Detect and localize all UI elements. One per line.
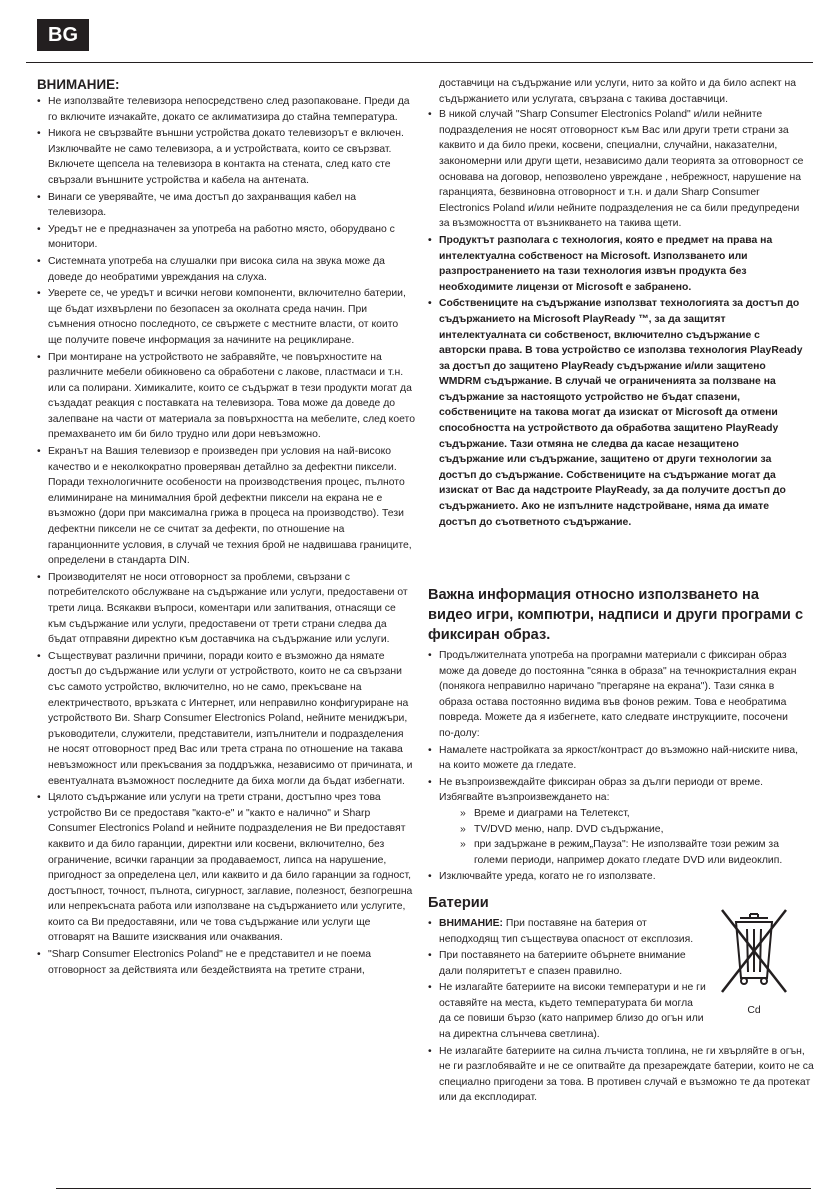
list-item: • Намалете настройката за яркост/контраст до възможно най-ниските нива, на които можете да гледате. (428, 743, 804, 774)
battery-warning-item (428, 916, 707, 947)
right-column-upper (428, 76, 804, 531)
list-item: • В никой случай "Sharp Consumer Electronics Poland" и/или нейните подразделения не носят отговорност към Вас или други трети страни за каквито и да било преки, косвени, специални, случайни, наказателни, закономерни или други щети, независимо дали теорията за отговорност се основава на договор, непозволено увреждане , небрежност, нарушение на гаранцията, безвиновна отговорност и т.н. и дали Sharp Consumer Electronics Poland и/или нейните подразделения не са били предупредени за възможността от възникването на такива щети. (428, 107, 804, 232)
list-item: • Не излагайте батериите на силна лъчиста топлина, не ги хвърляйте в огън, не ги разглобявайте и не се опитвайте да презареждате батерии, които не са специално пригодени за това. В противен случай е възможно те да протекат или да експлодират. (428, 1044, 815, 1106)
still-image-list (428, 648, 804, 885)
list-item-text: Не възпроизвеждайте фиксиран образ за дълги периоди от време. Избягвайте възпроизвеждането на: (439, 776, 764, 804)
warning-heading: ВНИМАНИЕ: (37, 77, 120, 92)
list-item: • Уверете се, че уредът и всички негови компоненти, включително батерии, ще бъдат изхвърлени по безопасен за околната среда начин. При съмнения относно последното, се свържете с местните власти, от които ще получите повече информация за начините на рециклиране. (37, 286, 415, 348)
list-item: • Цялото съдържание или услуги на трети страни, достъпно чрез това устройство Ви се предоставя "както-е" и "както е налично" и Sharp Consumer Electronics Poland и нейните подразделения не Ви предоставят каквито и да било гаранции, директни или косвени, включително, без ограничение, всички гаранции за продаваемост, липса на нарушение, пригодност за определена цел, или каквито и да било гаранции за годност, достъпност, точност, пълнота, сигурност, заглавие, полезност, безпогрешна или непрекъсната работа или използване на съдържанието или услугите, които са Ви предоставяни, или че това съдържание или услуги ще отговарят на Вашите изисквания или очаквания. (37, 790, 415, 946)
battery-warning-label: ВНИМАНИЕ: (439, 917, 503, 929)
continued-paragraph: доставчици на съдържание или услуги, нито за който и да било аспект на съдържанието или услугата, свързана с такива доставчици. (439, 78, 797, 105)
list-item: • Екранът на Вашия телевизор е произведен при условия на най-високо качество и е неколкократно проверяван детайлно за дефектни пиксели. Поради технологичните особености на производствения процес, пълното елиминиране на минималния брой дефектни пиксели на екрана не е възможно (дори при максимална грижа в процеса на производство). Тези дефектни пиксели не се считат за дефекти, по отношение на гаранционните условия, в случай че техния брой не надвишава границите, определени в стандарта DIN. (37, 444, 415, 569)
list-item: • Не излагайте батериите на високи температури и не ги оставяйте на места, където температурата би могла да се повиши бързо (като например близо до огън или на директна слънчева светлина). (428, 980, 707, 1042)
language-badge: BG (37, 19, 89, 51)
list-item: • Не използвайте телевизора непосредствено след разопаковане. Преди да го включите изчакайте, докато се аклиматизира до стайна температура. (37, 94, 415, 125)
list-item: • Продължителната употреба на програмни материали с фиксиран образ може да доведе до постоянна "сянка в образа" на течнокристалния екран (понякога неправилно наричано "прегаряне на екрана"). Тази сянка в образа остава постоянно видима във фонов режим. Това е необратима повреда. Можете да я избегнете, като следвате инструкциите, посочени по-долу: (428, 648, 804, 742)
sub-list-item: » при задържане в режим„Пауза": Не използвайте този режим за големи периоди, например докато гледате DVD или видеоклип. (460, 837, 804, 868)
list-item: • "Sharp Consumer Electronics Poland" не е представител и не поема отговорност за действията или бездействията на третите страни, (37, 947, 415, 978)
sub-list (439, 806, 804, 868)
cd-label: Cd (747, 1005, 761, 1016)
list-item: • При поставянето на батериите обърнете внимание дали поляритетът е спазен правилно. (428, 948, 707, 979)
list-item: • При монтиране на устройството не забравяйте, че повърхностите на различните мебели обикновено са обработени с лакове, пластмаси и т.н. или са полирани. Химикалите, които се съдържат в тези продукти могат да създадат реакция с поставката на телевизора. Това може да доведе до залепване на части от материала за повърхността на мебелите, след което премахването им би било трудно или дори невъзможно. (37, 350, 415, 444)
list-item: • Винаги се уверявайте, че има достъп до захранващия кабел на телевизора. (37, 190, 415, 221)
header-divider (26, 62, 813, 63)
list-item: • Съществуват различни причини, поради които е възможно да нямате достъп до съдържание или услуги от устройството, които не са свързани със самото устройство, включително, но не само, прекъсване на електричеството, връзката с Интернет, или неправилно конфигуриране на устройството Ви. Sharp Consumer Electronics Poland, нейните мениджъри, ръководители, служители, представители, изпълнители и подразделения не носят отговорност пред Вас или трета страна по отношение на такава невъзможност или прекъсвания за поддръжка, независимо от причината, и евентуалната възможност последните да биха могли да бъдат избегнати. (37, 649, 415, 789)
still-image-heading: Важна информация относно използването на видео игри, компютри, надписи и други програми с фиксиран образ. (428, 587, 804, 643)
crossed-bin-symbol (708, 904, 800, 1016)
right-column-lower (428, 577, 814, 1107)
list-item: • Уредът не е предназначен за употреба на работно място, оборудвано с монитори. (37, 222, 415, 253)
playready-item: • Собствениците на съдържание използват технологията за достъп до съдържанието на Microsoft PlayReady ™, за да защитят интелектуалната си собственост, включително съдържание с авторски права. В това устройство се използва технология PlayReady за достъп до защитено PlayReady съдържание и/или защитено WMDRM съдържание. В случай че ограниченията за ползване на съдържание за настоящото устройство не бъдат спазени, собствениците на такова могат да изискат от Microsoft да отмени способността на устройството да обработва защитено PlayReady съдържание. Тази отмяна не следва да касае незащитено съдържание или съдържание, защитено от други технологии за достъп до съдържание. Собствениците на съдържание могат да изискат от Вас да надстроите PlayReady, за да получите достъп до съдържанието. Ако не изпълните надстройване, няма да имате достъп до съответното съдържание. (428, 296, 804, 530)
batteries-heading: Батерии (428, 894, 489, 911)
warning-list (37, 94, 415, 978)
sub-list-item: » Време и диаграми на Телетекст, (460, 806, 804, 822)
crossed-bin-icon (714, 904, 794, 1000)
left-column (37, 76, 415, 979)
list-item (428, 775, 804, 869)
battery-warning-text: При поставяне на батерия от неподходящ тип съществува опасност от експлозия. (439, 917, 694, 945)
list-item: • Изключвайте уреда, когато не го използвате. (428, 869, 804, 885)
microsoft-ip-item: • Продуктът разполага с технология, която е предмет на права на интелектуална собственост на Microsoft. Използването или разпространението на тази технология извън продукта без необходимите лицензи от Microsoft е забранено. (428, 233, 804, 295)
list-item: • Никога не свързвайте външни устройства докато телевизорът е включен. Изключвайте не само телевизора, а и устройствата, които се свързват. Включете щепсела на телевизора в контакта на стената, след като сте свързали външните устройства и кабела на антената. (37, 126, 415, 188)
liability-list (428, 107, 804, 530)
sub-list-item: » TV/DVD меню, напр. DVD съдържание, (460, 822, 804, 838)
footer-divider (56, 1188, 811, 1189)
list-item: • Системната употреба на слушалки при висока сила на звука може да доведе до необратими увреждания на слуха. (37, 254, 415, 285)
list-item: • Производителят не носи отговорност за проблеми, свързани с потребителското обслужване на съдържание или услуги, предоставени от трети лица. Всякакви въпроси, коментари или запитвания, отнасящи се към съдържание или услуги, предоставени от трети страни следва да бъдат отправяни директно към доставчика на съдържание или услуги. (37, 570, 415, 648)
